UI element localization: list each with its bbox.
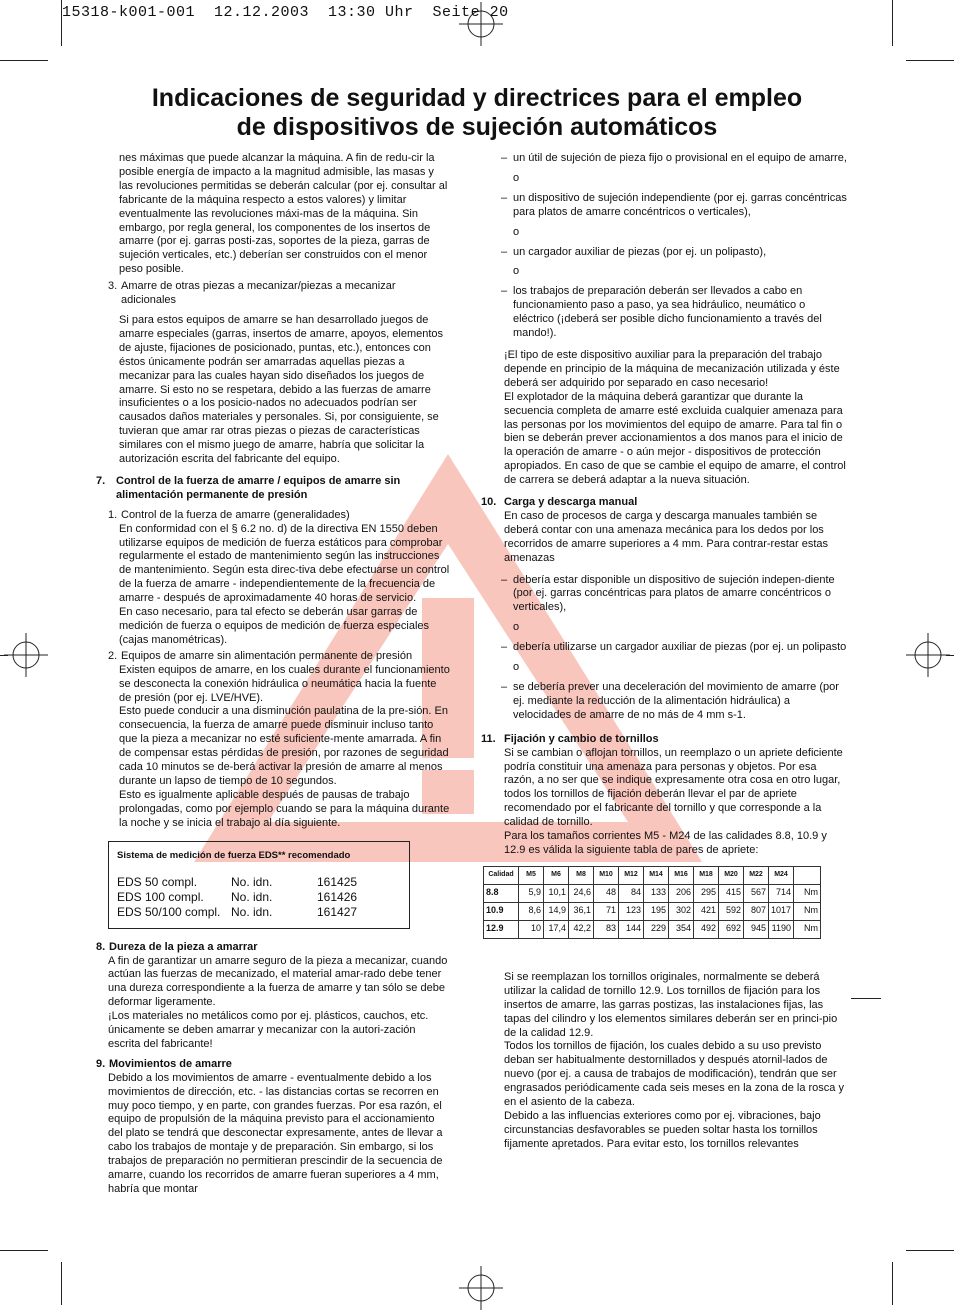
table-cell: 84	[619, 884, 644, 902]
table-header-cell: M14	[644, 866, 669, 884]
table-header-cell: M16	[669, 866, 694, 884]
registration-mark-icon	[459, 1266, 503, 1310]
table-header-cell: M10	[594, 866, 619, 884]
dash-text: los trabajos de preparación deberán ser llevados a cabo en funcionamiento paso a paso, ya sea hidráulico, neumático o eléctrico (¡deberá ser posible dicho funcionamiento a través del mando!).	[513, 285, 822, 340]
dash-bullet: –	[501, 152, 508, 164]
table-cell: 48	[594, 884, 619, 902]
dash-text: debería utilizarse un cargador auxiliar de piezas (por ej. un polipasto	[513, 641, 847, 654]
dash-text: un dispositivo de sujeción independiente (por ej. garras concéntricas para platos de amarre concéntricos o verticales),	[513, 191, 847, 218]
box-title: Sistema de medición de fuerza EDS** recomendado	[117, 849, 351, 861]
dash-bullet: –	[501, 681, 508, 693]
table-header-cell: M22	[744, 866, 769, 884]
section-number: 10.	[481, 496, 497, 509]
table-cell: 354	[669, 920, 694, 938]
section-title: Fijación y cambio de tornillos	[504, 732, 659, 745]
table-cell: 10	[519, 920, 544, 938]
section-title: Carga y descarga manual	[504, 496, 638, 509]
paragraph: Si se reemplazan los tornillos originales, normalmente se deberá utilizar la calidad de tornillo 12.9. Los tornillos de fijación para los insertos de amarre, las garras postizas, las instalaciones fijas, las tapas del cilindro y los elementos similares deberán ser en princi-pio de la calidad 12.9.	[504, 970, 838, 1039]
dash-item	[481, 681, 847, 723]
table-header-cell: M12	[619, 866, 644, 884]
crop-mark	[0, 1250, 48, 1251]
table-row	[484, 920, 821, 938]
item-body: Esto puede conducir a una disminución paulatina de la pre-sión. En consecuencia, la fuerza de amarre puede disminuir incluso tanto que la pieza a mecanizar no esté suficiente-mente amarrada. A fin de compensar estas pérdidas de presión, por razones de seguridad cada 10 minutos se de-berá activar la presión de amarre al menos durante un lapso de tiempo de 10 segundos.	[119, 705, 449, 787]
paragraph: ¡El tipo de este dispositivo auxiliar para la preparación del trabajo depende en principio de la máquina de mecanización utilizada y éste deberá ser adquirido por separado en caso necesario!	[504, 348, 840, 389]
dash-bullet: –	[501, 245, 508, 258]
table-cell: 206	[669, 884, 694, 902]
table-cell: 8.8	[484, 884, 519, 902]
paragraph: Debido a las influencias exteriores como por ej. vibraciones, bajo circunstancias desfavorables se pueden soltar hasta los tornillos fijamente apretados. Para evitar esto, los tornillos relevantes	[504, 1109, 821, 1150]
dash-item	[481, 285, 847, 341]
table-cell: No. idn.	[231, 889, 273, 904]
table-cell: 1190	[769, 920, 794, 938]
table-cell: EDS 50/100 compl.	[117, 904, 221, 919]
dash-item	[481, 152, 847, 166]
table-cell: 692	[719, 920, 744, 938]
item-body: Si para estos equipos de amarre se han desarrollado juegos de amarre especiales (garras, insertos de amarre, apoyos, elementos de ajuste, fijaciones de posicionado, puntas, etc.), entonces con éstos únicamente podrán ser amarradas aquellas piezas a mecanizar para las cuales hayan sido diseñados los juegos de amarre. Si esto no se respetara, debido a las fuerzas de amarre insuficientes o a los posicio-nados no adecuados podrían ser causados daños materiales y personales. Si, por consiguiente, se tuvieran que amar rar otras piezas o piezas de características similares con el mismo juego de amarre, habría que solicitar la autorización escrita del fabricante del equipo.	[119, 313, 444, 466]
table-cell: EDS 100 compl.	[117, 889, 204, 904]
table-cell: 36,1	[569, 902, 594, 920]
table-cell: EDS 50 compl.	[117, 874, 198, 889]
dash-text: se debería prever una deceleración del movimiento de amarre (por ej. mediante la reducción de la alimentación hidráulica) a velocidades de amarre de no más de 4 mm s-1.	[513, 681, 839, 721]
title-line-2: de dispositivos de sujeción automáticos	[236, 113, 718, 141]
table-cell: Nm	[794, 902, 821, 920]
table-header-cell: M20	[719, 866, 744, 884]
table-cell: 5,9	[519, 884, 544, 902]
dash-item	[481, 641, 847, 655]
section-number: 7.	[96, 474, 106, 487]
crop-mark	[892, 0, 893, 46]
title-line-1: Indicaciones de seguridad y directrices para el empleo	[151, 84, 803, 112]
dash-item	[481, 574, 847, 616]
registration-mark-icon	[906, 633, 950, 677]
dash-bullet: –	[501, 191, 508, 204]
table-header-cell: M24	[769, 866, 794, 884]
table-cell: 12.9	[484, 920, 519, 938]
section-title: Dureza de la pieza a amarrar	[109, 940, 258, 953]
or-separator: o	[513, 621, 520, 634]
table-row	[117, 875, 357, 890]
torque-table	[483, 866, 821, 939]
section-body: Debido a los movimientos de amarre - eventualmente debido a los movimientos de dirección, etc. - las distancias cortas se recorren en muy poco tiempo, y en parte, con grandes fuerzas. Por esa razón, el equipo de propulsión de la máquina previsto para el accionamiento del plato se tendrá que desconectar expresamente, antes de llevar a cabo los trabajos de montaje y de preparación. Sin embargo, si los trabajos de preparación no permitieran prescindir de la secuencia de amarre, cuando los recorridos de amarre fueran superiores a 4 mm, habría que montar	[108, 1071, 443, 1195]
table-cell: 71	[594, 902, 619, 920]
table-header-cell	[794, 866, 821, 884]
table-cell: Nm	[794, 884, 821, 902]
item-title: Equipos de amarre sin alimentación permanente de presión	[121, 649, 413, 662]
paragraph: El explotador de la máquina deberá garantizar que durante la secuencia completa de amarre esté excluida cualquier amenaza para las personas por los movimientos del equipo de amarre. Para tal fin o bien se deberán prever accionamientos a dos manos para el inicio de la operación de amarre - o aún mejor - dispositivos de protección apropiados. En caso de que se cambie el equipo de amarre, el control de carrera se deberá adaptar a la nueva situación.	[504, 390, 846, 487]
section-heading-9	[96, 1058, 450, 1072]
table-cell: 421	[694, 902, 719, 920]
crop-mark	[892, 1262, 893, 1305]
dash-text: debería estar disponible un dispositivo de sujeción indepen-diente (por ej. garras concéntricas para platos de amarre concéntricos o verticales),	[513, 573, 835, 614]
eds-table	[117, 875, 357, 920]
table-header-cell: M8	[569, 866, 594, 884]
table-cell: 1017	[769, 902, 794, 920]
section-body: ¡Los materiales no metálicos como por ej. plásticos, cauchos, etc. únicamente se deben amarrar y mecanizar con la autori-zación escrita del fabricante!	[108, 1010, 429, 1050]
table-header-cell: Calidad	[484, 866, 519, 884]
or-separator: o	[513, 225, 520, 238]
table-header-cell: M18	[694, 866, 719, 884]
table-cell: 8,6	[519, 902, 544, 920]
table-row	[117, 905, 357, 920]
table-cell: 295	[694, 884, 719, 902]
paragraph: Todos los tornillos de fijación, los cuales debido a su uso previsto deban ser habitualmente destornillados y después atornil-lados de nuevo (por ej. a causa de trabajos de modificación), tendrán que ser engrasados periódicamente cada seis meses en la zona de la rosca y en el asiento de la cabeza.	[504, 1040, 844, 1109]
table-cell: 10.9	[484, 902, 519, 920]
crop-mark	[61, 1262, 62, 1305]
section-title: Movimientos de amarre	[109, 1057, 232, 1070]
section-body: A fin de garantizar un amarre seguro de la pieza a mecanizar, cuando actúan las fuerzas de mecanizado, el material amar-rado debe tener una dureza correspondiente a la fuerza de amarre y tan sólo se debe deformar ligeramente.	[108, 954, 448, 1009]
table-cell: 714	[769, 884, 794, 902]
dash-item	[481, 192, 847, 220]
intro-paragraph: nes máximas que puede alcanzar la máquina. A fin de redu-cir la posible energía de impacto a la magnitud admisible, las masas y las revoluciones permitidas se deberán calcular (por ej. consultar al fabricante de la máquina respecto a estos valores) y limitar eventualmente las revoluciones máxi-mas de la máquina. Sin embargo, por regla general, los componentes de los insertos de amarre (por ej. garras posti-zas, soportes de la pieza, garras de sujeción verticales, etc.) deberían ser construidos con el menor peso posible.	[119, 152, 448, 276]
table-cell: 945	[744, 920, 769, 938]
table-cell: 195	[644, 902, 669, 920]
or-separator: o	[513, 661, 520, 674]
section-heading-11	[481, 733, 847, 747]
table-cell: 229	[644, 920, 669, 938]
table-cell: 161425	[317, 874, 358, 889]
section-title: Control de la fuerza de amarre / equipos de amarre sin alimentación permanente de presión	[116, 474, 401, 501]
table-cell: 567	[744, 884, 769, 902]
item-body: En conformidad con el § 6.2 no. d) de la directiva EN 1550 deben utilizarse equipos de medición de fuerza estáticos para comprobar regularmente el estado de mantenimiento según las instrucciones de mantenimiento. Según esta direc-tiva debe efectuarse un control de la fuerza de amarre - independientemente de la frecuencia de amarre - después de aproximadamente 40 horas de servicio.	[119, 522, 450, 605]
section-number: 9.	[96, 1057, 106, 1070]
section-body: Si se cambian o aflojan tornillos, un reemplazo o un apriete deficiente podría constituir una amenaza para personas y objetos. Por esa razón, a no ser que se indique expresamente otra cosa en otro lugar, todos los tornillos de fijación deberán llevar el par de apriete recomendado por el fabricante del tornillo y que corresponde a la calidad de tornillo.	[504, 746, 843, 829]
section-number: 8.	[96, 940, 106, 953]
item-body: En caso necesario, para tal efecto se deberán usar garras de medición de fuerza o equipos de medición de fuerza especiales (cajas manométricas).	[119, 606, 430, 646]
table-cell: 24,6	[569, 884, 594, 902]
dash-bullet: –	[501, 641, 508, 654]
item-number: 2.	[108, 649, 118, 662]
table-cell: 14,9	[544, 902, 569, 920]
dash-item	[481, 246, 847, 260]
right-column	[481, 152, 847, 1152]
table-cell: 161426	[317, 889, 358, 904]
table-header-cell: M5	[519, 866, 544, 884]
section-body: Para los tamaños corrientes M5 - M24 de las calidades 8.8, 10.9 y 12.9 es válida la siguiente tabla de pares de apriete:	[504, 830, 827, 856]
table-cell: 123	[619, 902, 644, 920]
item-body: Existen equipos de amarre, en los cuales durante el funcionamiento se desconecta la conexión hidráulica o neumática hacia la fuente de presión (por ej. LVE/HVE).	[119, 663, 450, 704]
section-number: 11.	[481, 732, 496, 745]
item-number: 3.	[108, 280, 118, 293]
table-cell: 592	[719, 902, 744, 920]
list-item	[96, 509, 450, 523]
left-column	[96, 152, 450, 1197]
table-header-row	[484, 866, 821, 884]
table-cell: 807	[744, 902, 769, 920]
dash-text: un cargador auxiliar de piezas (por ej. un polipasto),	[513, 245, 767, 258]
item-title: Control de la fuerza de amarre (generalidades)	[121, 508, 350, 521]
section-body: En caso de procesos de carga y descarga manuales también se deberá contar con una amenaza mecánica para los dedos por los recorridos de amarre superiores a 4 mm. Para contrar-restar estas amenazas	[504, 509, 829, 564]
table-rule	[851, 998, 881, 999]
item-number: 1.	[108, 508, 118, 521]
crop-mark	[0, 60, 48, 61]
list-item	[96, 280, 450, 308]
table-cell: Nm	[794, 920, 821, 938]
crop-mark	[906, 60, 954, 61]
table-cell: 17,4	[544, 920, 569, 938]
table-cell: No. idn.	[231, 904, 273, 919]
item-body: Esto es igualmente aplicable después de pausas de trabajo prolongadas, como por ejemplo cuando se para la máquina durante la noche y se inicia el trabajo al día siguiente.	[119, 788, 450, 829]
section-heading-7	[96, 475, 450, 503]
table-row	[484, 884, 821, 902]
table-cell: 133	[644, 884, 669, 902]
table-row	[484, 902, 821, 920]
dash-bullet: –	[501, 573, 508, 586]
crop-mark	[906, 1250, 954, 1251]
eds-recommendation-box	[108, 841, 410, 929]
table-cell: 10,1	[544, 884, 569, 902]
registration-mark-icon	[4, 633, 48, 677]
table-cell: 302	[669, 902, 694, 920]
page-title	[60, 84, 894, 142]
dash-text: un útil de sujeción de pieza fijo o provisional en el equipo de amarre,	[513, 152, 847, 164]
table-row	[117, 890, 357, 905]
section-heading-8	[96, 941, 450, 955]
table-cell: 83	[594, 920, 619, 938]
or-separator: o	[513, 171, 520, 184]
table-cell: 161427	[317, 904, 358, 919]
or-separator: o	[513, 265, 520, 278]
item-title: Amarre de otras piezas a mecanizar/piezas a mecanizar adicionales	[121, 280, 396, 307]
table-header-cell: M6	[544, 866, 569, 884]
table-cell: No. idn.	[231, 874, 273, 889]
table-cell: 144	[619, 920, 644, 938]
section-heading-10	[481, 496, 847, 510]
table-cell: 415	[719, 884, 744, 902]
list-item	[96, 650, 450, 664]
table-cell: 42,2	[569, 920, 594, 938]
table-cell: 492	[694, 920, 719, 938]
dash-bullet: –	[501, 285, 508, 298]
print-slug: 15318-k001-001 12.12.2003 13:30 Uhr Seite 20	[62, 4, 509, 21]
